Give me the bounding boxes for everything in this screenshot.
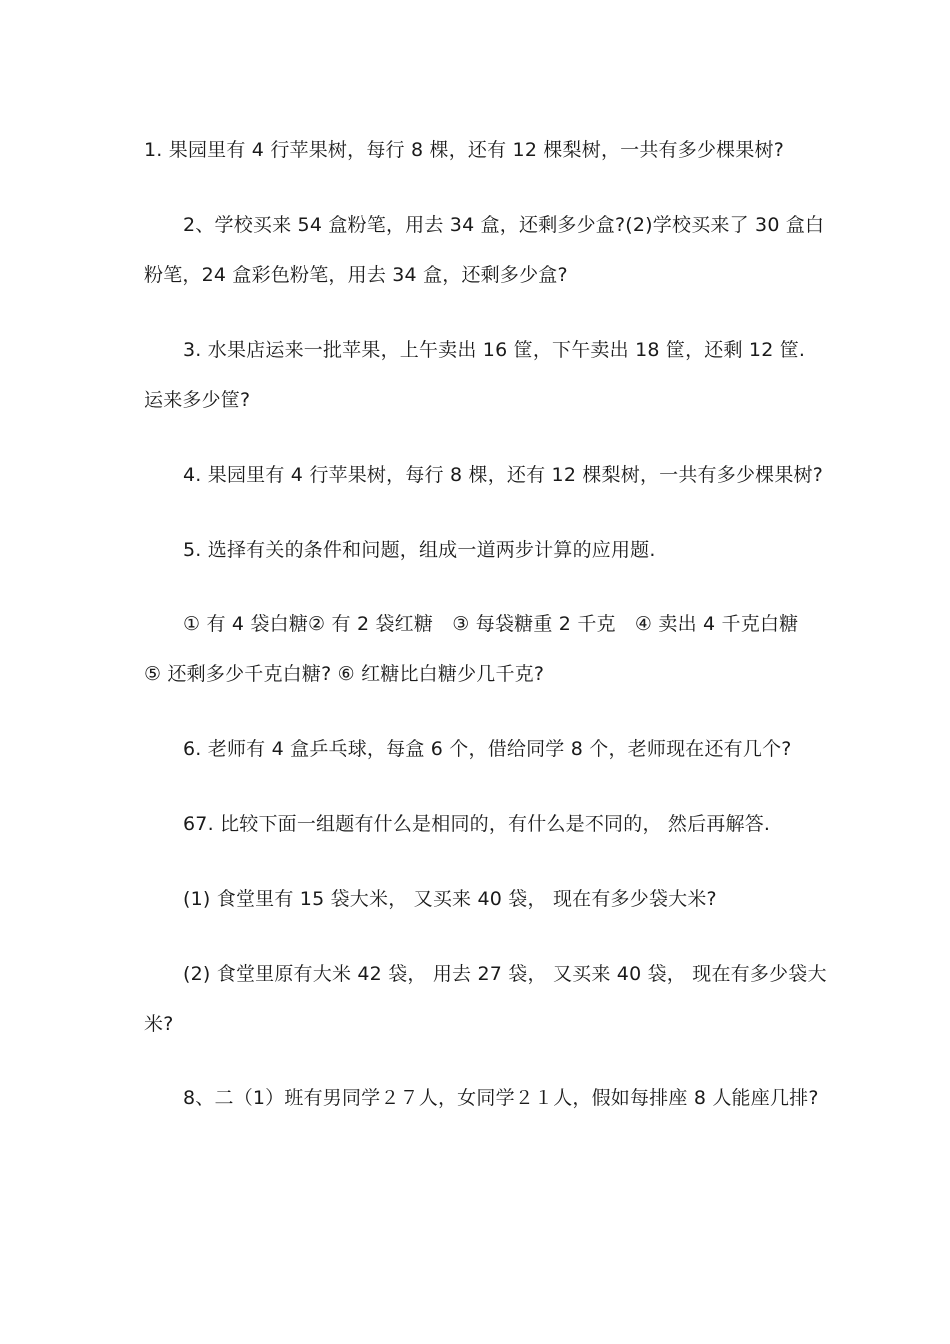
problem-5-options-line-2: ⑤ 还剩多少千克白糖? ⑥ 红糖比白糖少几千克? (144, 663, 545, 685)
problem-4-line-1: 4. 果园里有 4 行苹果树，每行 8 棵，还有 12 棵梨树，一共有多少棵果树? (183, 464, 824, 486)
problem-67-sub-2-line-1: (2) 食堂里原有大米 42 袋， 用去 27 袋， 又买来 40 袋， 现在有多少袋大 (183, 963, 827, 985)
problem-1-line-1: 1. 果园里有 4 行苹果树，每行 8 棵，还有 12 棵梨树，一共有多少棵果树? (144, 139, 785, 161)
problem-3-line-1: 3. 水果店运来一批苹果，上午卖出 16 筐，下午卖出 18 筐，还剩 12 筐. (183, 339, 806, 361)
problem-67-sub-1-line-1: (1) 食堂里有 15 袋大米， 又买来 40 袋， 现在有多少袋大米? (183, 888, 717, 910)
problem-2-line-1: 2、学校买来 54 盒粉笔，用去 34 盒，还剩多少盒?(2)学校买来了 30 盒白 (183, 214, 825, 236)
problem-6-line-1: 6. 老师有 4 盒乒乓球，每盒 6 个，借给同学 8 个，老师现在还有几个? (183, 738, 792, 760)
problem-67-sub-2-line-2: 米? (144, 1013, 174, 1035)
problem-3-line-2: 运来多少筐? (144, 389, 251, 411)
problem-5-options-line-1: ① 有 4 袋白糖② 有 2 袋红糖 ③ 每袋糖重 2 千克 ④ 卖出 4 千克白糖 (183, 613, 799, 635)
problem-2-line-2: 粉笔，24 盒彩色粉笔，用去 34 盒，还剩多少盒? (144, 264, 568, 286)
problem-8-line-1: 8、二（1）班有男同学２７人，女同学２１人，假如每排座 8 人能座几排? (183, 1087, 819, 1109)
problem-5-line-1: 5. 选择有关的条件和问题，组成一道两步计算的应用题. (183, 539, 656, 561)
problem-67-line-1: 67. 比较下面一组题有什么是相同的，有什么是不同的， 然后再解答. (183, 813, 771, 835)
